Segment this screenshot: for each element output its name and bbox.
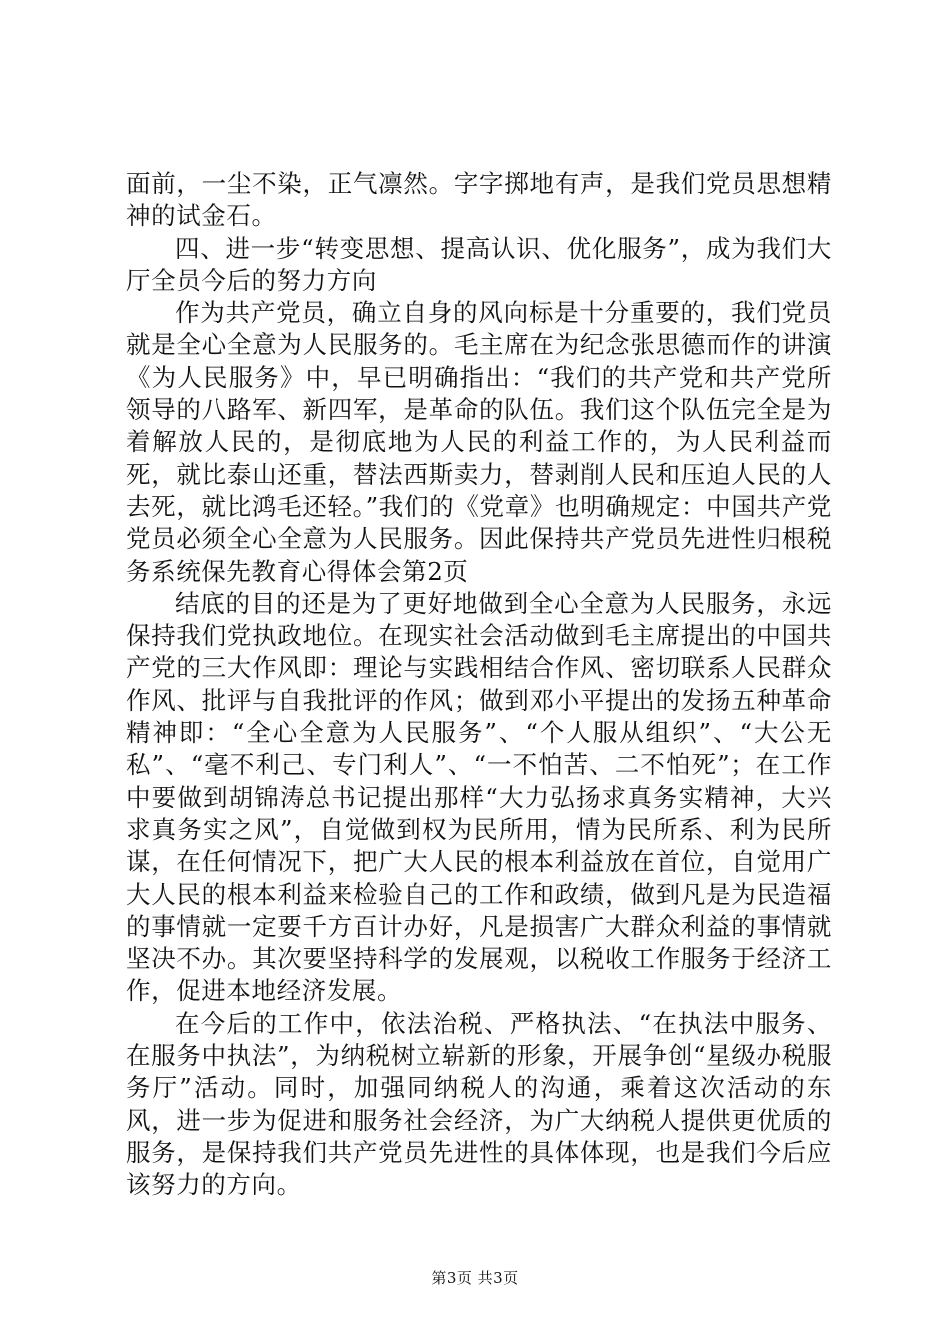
paragraph-future-work: 在今后的工作中，依法治税、严格执法、“在执法中服务、在服务中执法”，为纳税树立崭新的形象，开展争创“星级办税服务厅”活动。同时，加强同纳税人的沟通，乘着这次活动的东风，进一步为促进和服务社会经济，为广大纳税人提供更优质的服务，是保持我们共产党员先进性的具体体现，也是我们今后应该努力的方向。 bbox=[126, 1008, 832, 1200]
page-footer: 第3页 共3页 bbox=[431, 1269, 519, 1287]
paragraph-purpose: 结底的目的还是为了更好地做到全心全意为人民服务，永远保持我们党执政地位。在现实社会活动做到毛主席提出的中国共产党的三大作风即：理论与实践相结合作风、密切联系人民群众作风、批评与自我批评的作风；做到邓小平提出的发扬五种革命精神即：“全心全意为人民服务”、“个人服从组织”、“大公无私”、“毫不利己、专门利人”、“一不怕苦、二不怕死”；在工作中要做到胡锦涛总书记提出那样“大力弘扬求真务实精神，大兴求真务实之风”，自觉做到权为民所用，情为民所系、利为民所谋，在任何情况下，把广大人民的根本利益放在首位，自觉用广大人民的根本利益来检验自己的工作和政绩，做到凡是为民造福的事情就一定要千方百计办好，凡是损害广大群众利益的事情就坚决不办。其次要坚持科学的发展观，以税收工作服务于经济工作，促进本地经济发展。 bbox=[126, 588, 832, 1006]
paragraph-continuation: 面前，一尘不染，正气凛然。字字掷地有声，是我们党员思想精神的试金石。 bbox=[126, 169, 832, 231]
paragraph-party-member: 作为共产党员，确立自身的风向标是十分重要的，我们党员就是全心全意为人民服务的。毛主席在为纪念张思德而作的讲演《为人民服务》中，早已明确指出：“我们的共产党和共产党所领导的八路军、新四军，是革命的队伍。我们这个队伍完全是为着解放人民的，是彻底地为人民的利益工作的，为人民利益而死，就比泰山还重，替法西斯卖力，替剥削人民和压迫人民的人去死，就比鸿毛还轻。”我们的《党章》也明确规定：中国共产党党员必须全心全意为人民服务。因此保持共产党员先进性归根税务系统保先教育心得体会第2页 bbox=[126, 298, 832, 586]
section-heading-four: 四、进一步“转变思想、提高认识、优化服务”，成为我们大厅全员今后的努力方向 bbox=[126, 233, 832, 295]
document-body bbox=[126, 168, 832, 1202]
